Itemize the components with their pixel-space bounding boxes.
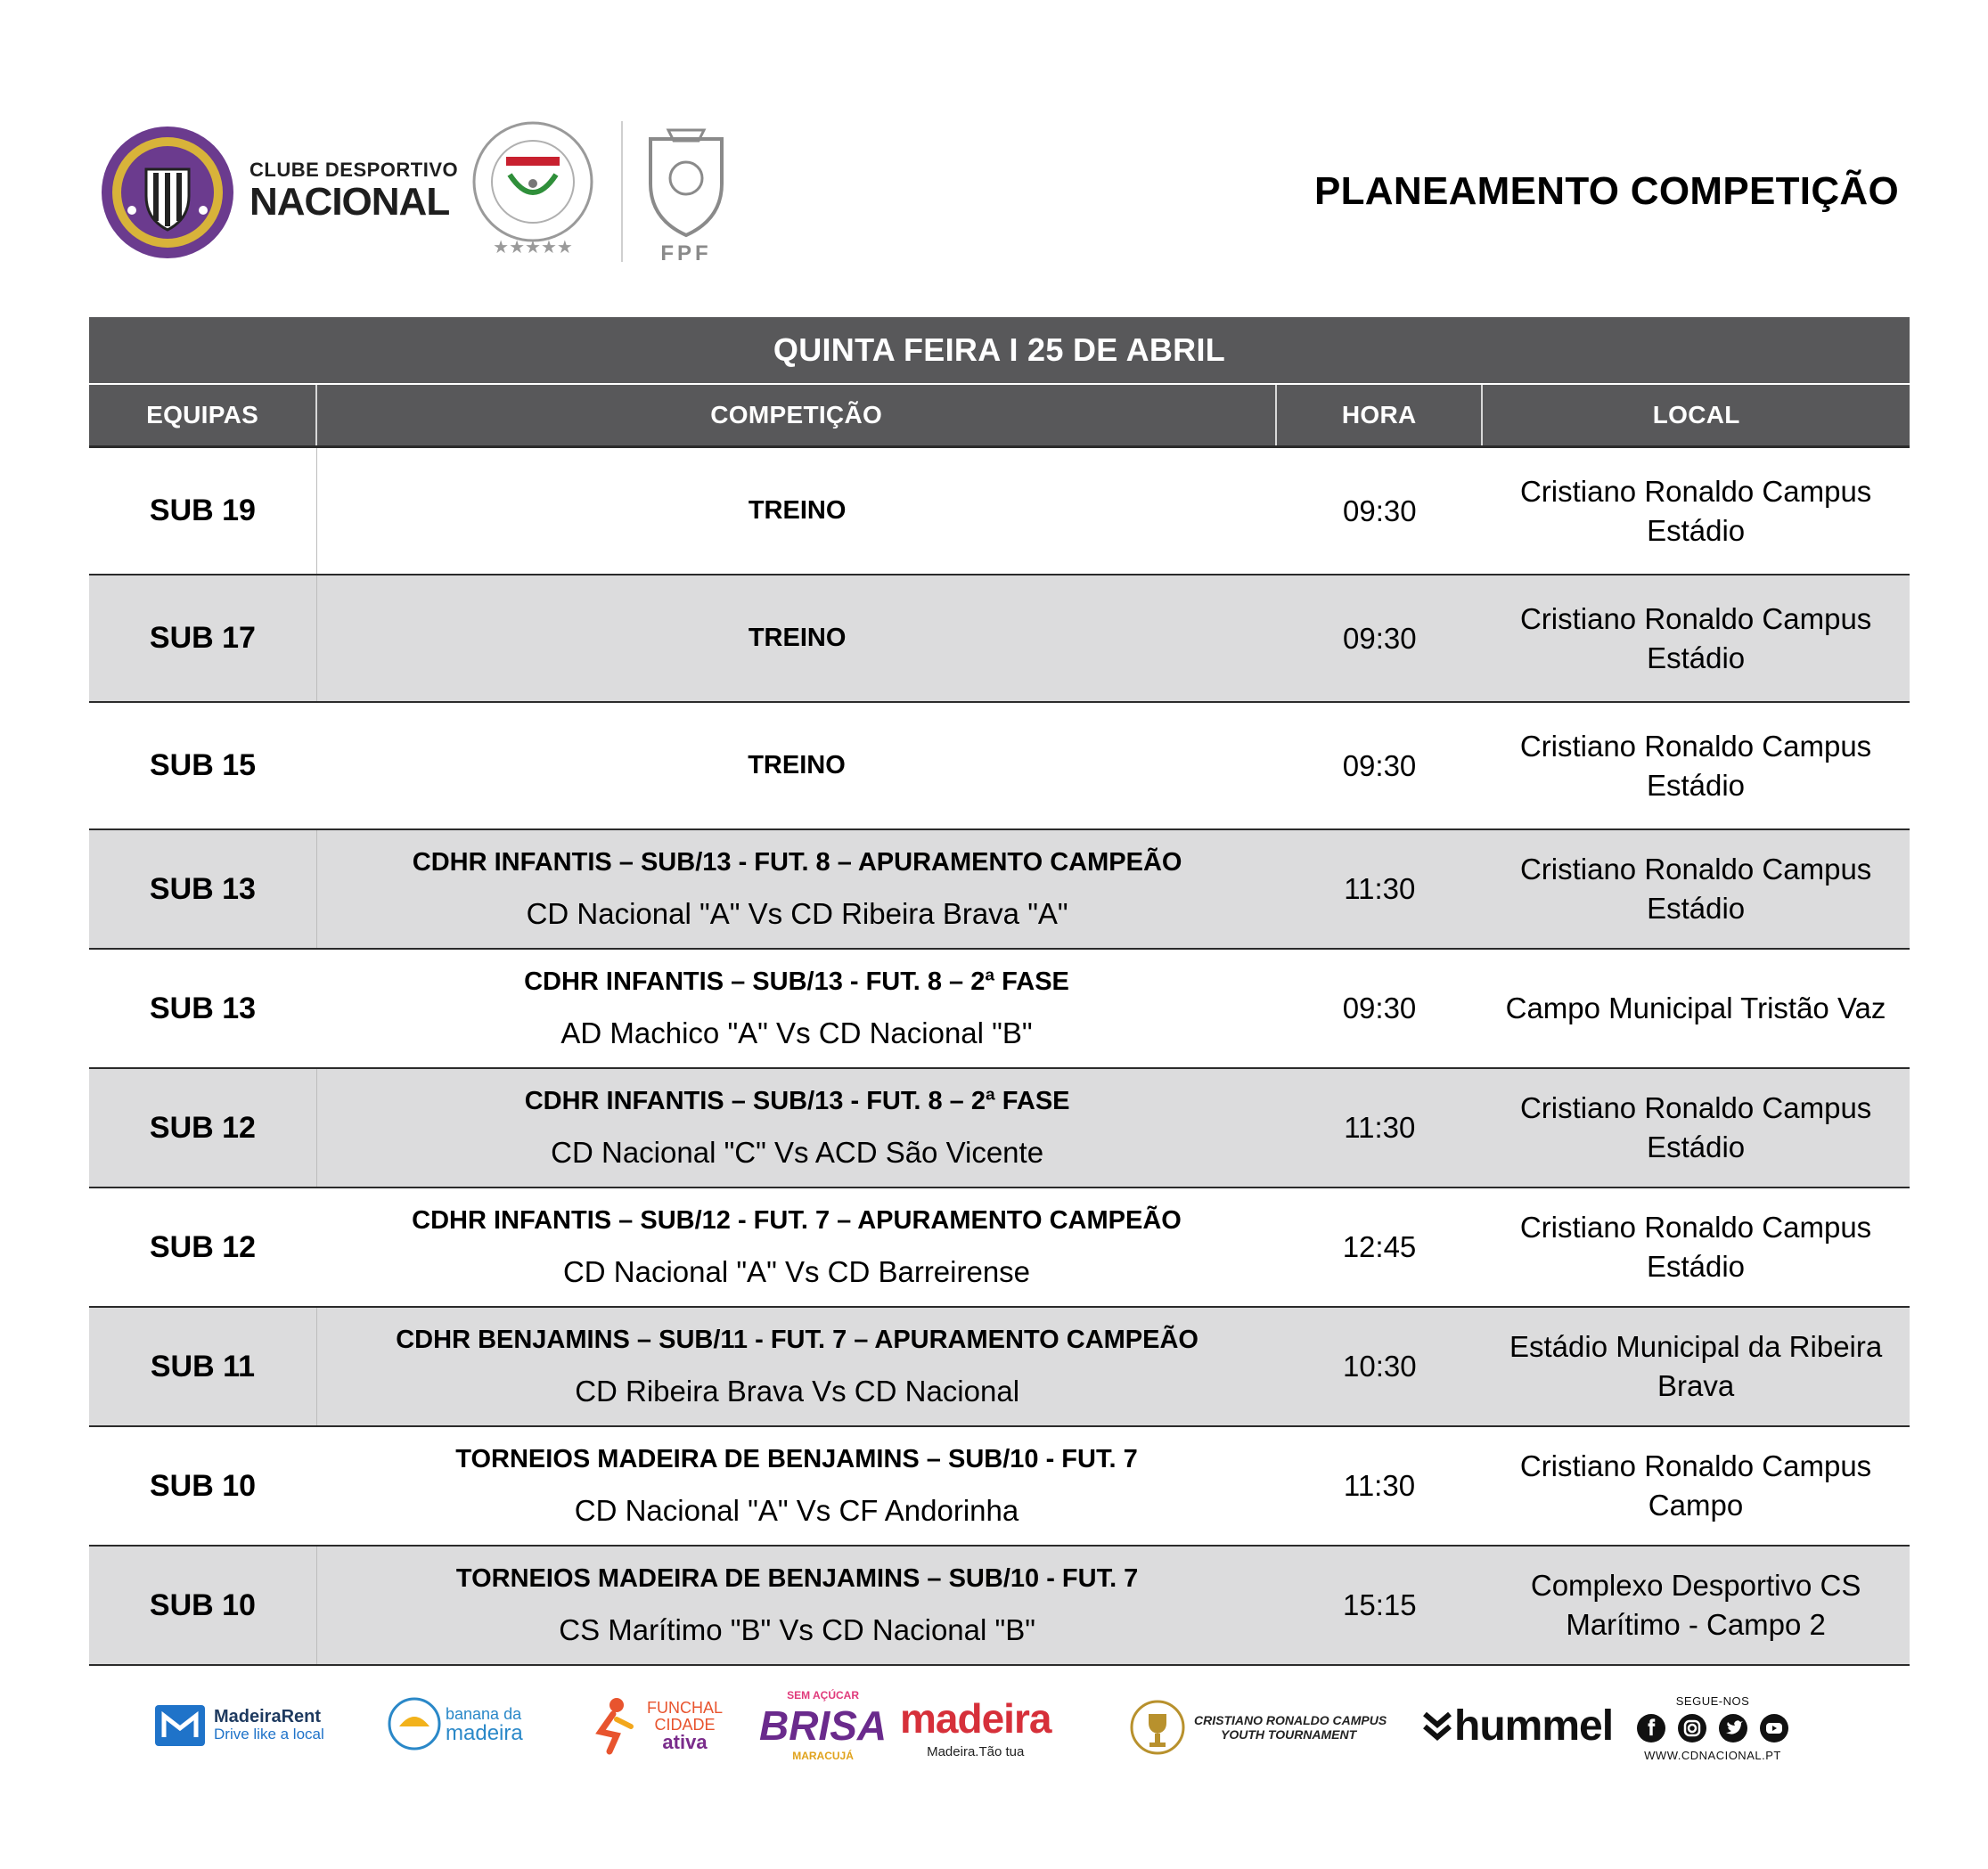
time-cell: 09:30 xyxy=(1342,494,1417,527)
club-name-line2: NACIONAL xyxy=(250,180,450,224)
competition-title: CDHR INFANTIS – SUB/13 - FUT. 8 – 2ª FASE xyxy=(524,1086,1070,1115)
brisa-top: SEM AÇÚCAR xyxy=(787,1689,859,1702)
madeirarent-icon xyxy=(155,1705,205,1746)
table-row xyxy=(89,703,1910,830)
match-text: CD Ribeira Brava Vs CD Nacional xyxy=(575,1374,1020,1408)
fpf-label: FPF xyxy=(660,241,712,265)
competition-cell xyxy=(316,1427,1277,1545)
time-cell: 09:30 xyxy=(1342,621,1417,655)
header-divider xyxy=(621,121,623,262)
team-cell: SUB 13 xyxy=(89,830,317,948)
funchal-line3: ativa xyxy=(662,1730,708,1753)
competition-title: CDHR INFANTIS – SUB/12 - FUT. 7 – APURAMENTO CAMPEÃO xyxy=(412,1205,1182,1235)
sponsor-madeira-tourism xyxy=(900,1696,1051,1764)
match-text: AD Machico "A" Vs CD Nacional "B" xyxy=(560,1016,1033,1049)
website-link[interactable]: WWW.CDNACIONAL.PT xyxy=(1644,1749,1781,1762)
time-cell: 09:30 xyxy=(1342,992,1417,1024)
svg-text:★★★★★: ★★★★★ xyxy=(493,236,573,257)
venue-cell: Complexo Desportivo CS Marítimo - Campo 2 xyxy=(1530,1569,1861,1641)
sponsor-footer xyxy=(0,1675,1988,1791)
team-cell: SUB 19 xyxy=(89,448,317,574)
column-header-venue: LOCAL xyxy=(1652,401,1740,428)
table-row xyxy=(89,1547,1910,1666)
banana-line2: madeira xyxy=(446,1721,523,1745)
time-cell: 11:30 xyxy=(1344,872,1416,905)
sponsor-cr-campus-tournament xyxy=(1130,1694,1387,1760)
hummel-chevron-icon xyxy=(1422,1709,1452,1744)
match-text: CD Nacional "A" Vs CF Andorinha xyxy=(574,1493,1019,1527)
team-cell: SUB 11 xyxy=(89,1308,317,1425)
team-cell: SUB 17 xyxy=(89,575,317,701)
team-cell: SUB 15 xyxy=(149,748,257,782)
funchal-line2: CIDADE xyxy=(654,1715,716,1734)
madeira-name: madeira xyxy=(900,1695,1051,1742)
instagram-icon[interactable] xyxy=(1677,1713,1707,1743)
competition-title: CDHR INFANTIS – SUB/13 - FUT. 8 – APURAMENTO CAMPEÃO xyxy=(412,847,1182,877)
competition-cell xyxy=(317,1547,1277,1664)
competition-title: CDHR BENJAMINS – SUB/11 - FUT. 7 – APURAMENTO CAMPEÃO xyxy=(396,1325,1199,1354)
fpf-crest-logo xyxy=(642,121,731,265)
venue-cell: Cristiano Ronaldo Campus Estádio xyxy=(1519,853,1872,925)
competition-cell xyxy=(316,703,1277,828)
team-cell: SUB 13 xyxy=(149,991,257,1025)
team-cell: SUB 10 xyxy=(149,1468,257,1503)
brisa-bottom: MARACUJÁ xyxy=(792,1750,854,1762)
competition-title: CDHR INFANTIS – SUB/13 - FUT. 8 – 2ª FASE xyxy=(524,967,1069,996)
banana-icon xyxy=(387,1696,442,1751)
trophy-badge-icon xyxy=(1130,1694,1185,1760)
table-row xyxy=(89,1188,1910,1308)
column-header-competition: COMPETIÇÃO xyxy=(317,385,1277,445)
competition-title: TREINO xyxy=(748,496,847,525)
certification-seal-logo xyxy=(470,119,595,265)
venue-cell: Estádio Municipal da Ribeira Brava xyxy=(1509,1330,1883,1402)
time-cell: 11:30 xyxy=(1343,1469,1416,1502)
club-badge-logo xyxy=(100,125,235,260)
match-text: CD Nacional "A" Vs CD Barreirense xyxy=(562,1254,1031,1288)
sponsor-brisa xyxy=(759,1687,887,1764)
sponsor-funchal-cidade-ativa xyxy=(581,1693,723,1757)
competition-cell xyxy=(317,1308,1277,1425)
venue-cell: Cristiano Ronaldo Campus Estádio xyxy=(1519,1211,1872,1283)
table-row xyxy=(89,1069,1910,1188)
competition-title: TREINO xyxy=(748,624,847,652)
venue-cell: Cristiano Ronaldo Campus Estádio xyxy=(1519,1091,1872,1163)
competition-title: TORNEIOS MADEIRA DE BENJAMINS – SUB/10 - FUT. 7 xyxy=(455,1563,1139,1593)
column-header-time: HORA xyxy=(1277,385,1483,445)
venue-cell: Cristiano Ronaldo Campus Estádio xyxy=(1519,601,1872,674)
table-row xyxy=(89,448,1910,575)
table-row xyxy=(89,575,1910,703)
day-title: QUINTA FEIRA I 25 DE ABRIL xyxy=(89,317,1910,383)
youtube-icon[interactable] xyxy=(1759,1713,1789,1743)
team-cell: SUB 12 xyxy=(89,1069,317,1187)
table-row xyxy=(89,1427,1910,1547)
schedule-table xyxy=(89,317,1910,1666)
competition-cell xyxy=(316,1188,1277,1306)
club-name xyxy=(250,159,458,223)
madeirarent-tagline: Drive like a local xyxy=(214,1726,324,1742)
crcampus-line1: CRISTIANO RONALDO CAMPUS xyxy=(1194,1713,1387,1727)
competition-cell xyxy=(317,830,1277,948)
competition-cell xyxy=(316,950,1277,1067)
team-cell: SUB 10 xyxy=(89,1547,317,1664)
match-text: CD Nacional "C" Vs ACD São Vicente xyxy=(551,1135,1044,1169)
hummel-wordmark: hummel xyxy=(1454,1702,1614,1750)
page-title: PLANEAMENTO COMPETIÇÃO xyxy=(1313,169,1899,213)
club-name-line1: CLUBE DESPORTIVO xyxy=(250,159,459,181)
match-text: CD Nacional "A" Vs CD Ribeira Brava "A" xyxy=(526,896,1068,930)
venue-cell: Cristiano Ronaldo Campus Campo xyxy=(1519,1449,1872,1522)
time-cell: 15:15 xyxy=(1342,1588,1417,1621)
table-row xyxy=(89,1308,1910,1427)
page-header xyxy=(0,0,1988,303)
competition-title: TORNEIOS MADEIRA DE BENJAMINS – SUB/10 - FUT. 7 xyxy=(455,1444,1138,1473)
competition-cell xyxy=(317,448,1277,574)
time-cell: 09:30 xyxy=(1342,748,1417,782)
time-cell: 11:30 xyxy=(1344,1111,1416,1144)
banana-line1: banana da xyxy=(446,1705,522,1723)
social-icons xyxy=(1636,1713,1789,1743)
table-header-row xyxy=(89,383,1910,448)
follow-label: SEGUE-NOS xyxy=(1675,1694,1750,1708)
match-text: CS Marítimo "B" Vs CD Nacional "B" xyxy=(559,1612,1035,1646)
madeira-tagline: Madeira.Tão tua xyxy=(927,1744,1025,1759)
brisa-name: BRISA xyxy=(759,1702,888,1749)
time-cell: 10:30 xyxy=(1342,1350,1417,1383)
competition-title: TREINO xyxy=(748,751,846,779)
venue-cell: Cristiano Ronaldo Campus Estádio xyxy=(1519,474,1872,547)
venue-cell: Cristiano Ronaldo Campus Estádio xyxy=(1519,729,1872,802)
twitter-icon[interactable] xyxy=(1718,1713,1748,1743)
sponsor-banana-madeira xyxy=(387,1696,523,1751)
sponsor-madeirarent xyxy=(155,1705,324,1746)
sponsor-hummel xyxy=(1422,1702,1613,1751)
competition-cell xyxy=(317,1069,1277,1187)
runner-icon xyxy=(581,1693,645,1757)
time-cell: 12:45 xyxy=(1342,1230,1417,1263)
column-header-team: EQUIPAS xyxy=(89,385,317,445)
madeirarent-name: MadeiraRent xyxy=(214,1707,322,1726)
team-cell: SUB 12 xyxy=(149,1229,257,1264)
table-row xyxy=(89,830,1910,950)
facebook-icon[interactable] xyxy=(1636,1713,1666,1743)
table-row xyxy=(89,950,1910,1069)
social-block xyxy=(1636,1694,1789,1762)
competition-cell xyxy=(317,575,1277,701)
crcampus-line2: YOUTH TOURNAMENT xyxy=(1221,1727,1357,1742)
funchal-line1: FUNCHAL xyxy=(647,1698,724,1717)
venue-cell: Campo Municipal Tristão Vaz xyxy=(1505,992,1886,1024)
